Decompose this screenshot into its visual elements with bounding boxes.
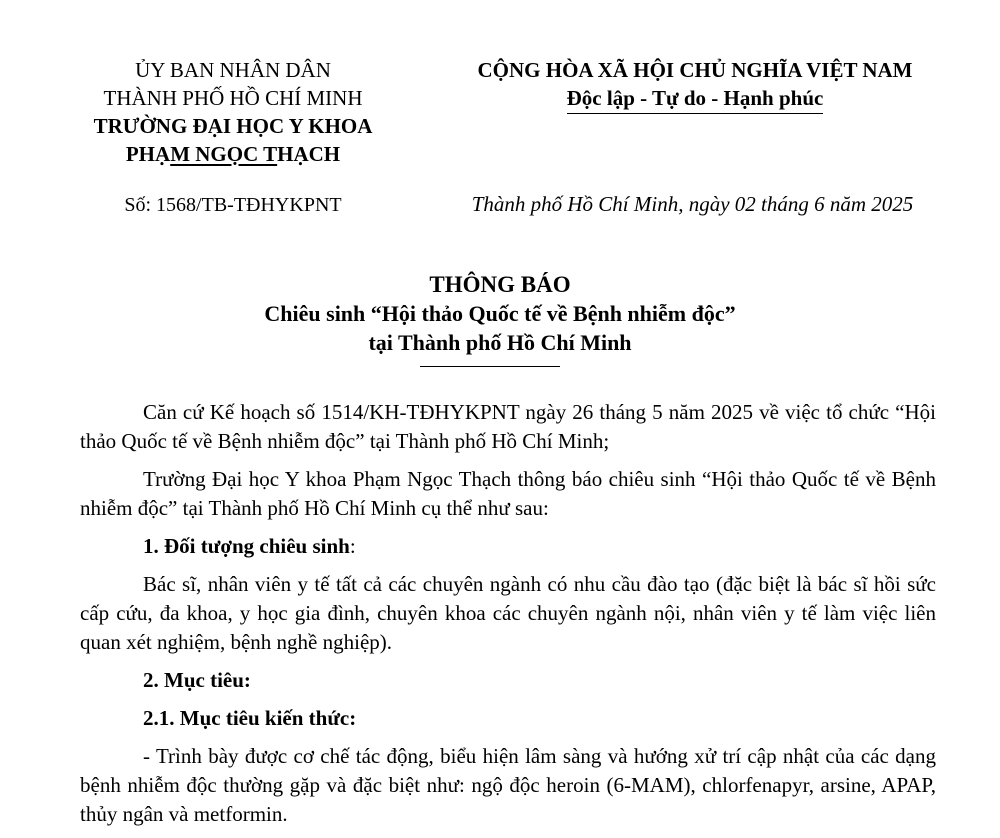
section-heading-target-audience-text: 1. Đối tượng chiêu sinh [143,534,350,558]
authority-line-1: ỦY BAN NHÂN DÂN [135,58,331,82]
issuing-authority [60,56,406,168]
national-heading [430,56,960,114]
section-heading-colon: : [349,534,356,558]
university-name-part-a: PHẠ [125,142,171,166]
university-name-part-c: HẠCH [277,142,341,166]
document-title [0,270,1000,357]
title-main: THÔNG BÁO [429,272,571,297]
national-motto: Độc lập - Tự do - Hạnh phúc [567,84,824,114]
document-body [80,398,936,838]
nation-name: CỘNG HÒA XÃ HỘI CHỦ NGHĨA VIỆT NAM [477,58,913,82]
document-date: Thành phố Hồ Chí Minh, ngày 02 tháng 6 năm 2025 [471,192,914,216]
paragraph-knowledge-objectives: - Trình bày được cơ chế tác động, biểu hiện lâm sàng và hướng xử trí cập nhật của các dạng bệnh nhiễm độc thường gặp và đặc biệt như: ngộ độc heroin (6-MAM), chlorfenapyr, arsine, APAP, thủy ngân và metformin. [80,744,936,826]
title-subject: Chiêu sinh “Hội thảo Quốc tế về Bệnh nhiễm độc” [264,301,736,326]
document-number: Số: 1568/TB-TĐHYKPNT [124,194,342,216]
document-header [0,0,1000,230]
paragraph-announcement: Trường Đại học Y khoa Phạm Ngọc Thạch thông báo chiêu sinh “Hội thảo Quốc tế về Bệnh nhiễm độc” tại Thành phố Hồ Chí Minh cụ thể như sau: [80,467,936,520]
section-heading-objectives: 2. Mục tiêu: [143,668,251,692]
section-heading-target-audience [80,532,936,561]
paragraph-target-audience: Bác sĩ, nhân viên y tế tất cả các chuyên ngành có nhu cầu đào tạo (đặc biệt là bác sĩ hồi sức cấp cứu, đa khoa, y học gia đình, chuyên khoa các chuyên ngành nội, nhân viên y tế làm việc liên quan xét nghiệm, bệnh nghề nghiệp). [80,572,936,654]
paragraph-legal-basis: Căn cứ Kế hoạch số 1514/KH-TĐHYKPNT ngày 26 tháng 5 năm 2025 về việc tổ chức “Hội thảo Quốc tế về Bệnh nhiễm độc” tại Thành phố Hồ Chí Minh; [80,400,936,453]
university-name-line-1: TRƯỜNG ĐẠI HỌC Y KHOA [93,114,373,138]
section-heading-knowledge-objectives: 2.1. Mục tiêu kiến thức: [143,706,357,730]
university-name-line-2 [60,140,406,168]
authority-line-2: THÀNH PHỐ HỒ CHÍ MINH [103,86,363,110]
university-name-part-b: M NGỌC T [170,142,278,166]
title-divider [420,366,560,367]
title-location: tại Thành phố Hồ Chí Minh [368,330,632,355]
